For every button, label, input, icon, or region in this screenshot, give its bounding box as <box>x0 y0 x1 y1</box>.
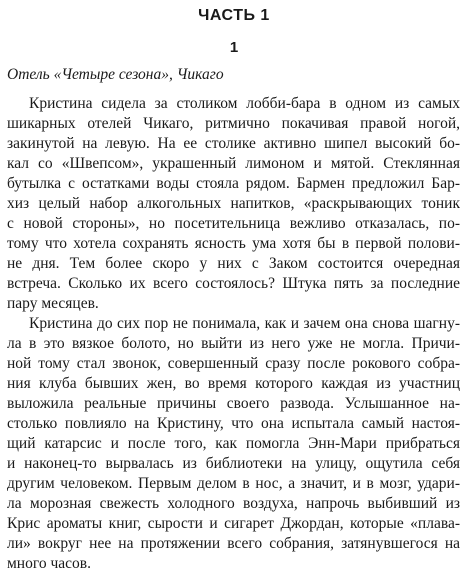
text-line: встреча. Сколько их всего состоялось? Штука пять за последние <box>7 275 460 292</box>
location-line: Отель «Четыре сезона», Чикаго <box>7 66 224 83</box>
text-line: ла в это вязкое болото, но выйти из него уже не могла. Причи- <box>7 335 460 352</box>
text-line: столько повлияло на Кристину, что она испытала самый настоя- <box>7 415 460 432</box>
text-line: ли» вокруг нее на протяжении всего собрания, затянувшегося на <box>7 535 460 552</box>
text-line: щий катарсис и после того, как помогла Энн-Мари прибраться <box>7 435 460 452</box>
text-line: шикарных отелей Чикаго, ритмично покачивая правой ногой, <box>7 115 460 132</box>
text-line: закинутой на левую. На ее столике активно шипел высокий бо- <box>7 135 460 152</box>
text-line: и наконец-то вырвалась из библиотеки на улицу, ощутила себя <box>7 455 460 472</box>
text-line: кал со «Швепсом», украшенный лимоном и мятой. Стеклянная <box>7 155 460 172</box>
text-line: выложила реальные причины своего развода. Услышанное на- <box>7 395 460 412</box>
text-line: Кристина сидела за столиком лобби-бара в одном из самых <box>29 95 460 112</box>
text-line: пару месяцев. <box>7 295 99 312</box>
text-line: ной тому стал звонок, совершенный сразу после рокового собра- <box>7 355 460 372</box>
text-line: хиз целый набор алкогольных напитков, «раскрывающих тоник <box>7 195 460 212</box>
text-line: много часов. <box>7 555 91 572</box>
part-title: ЧАСТЬ 1 <box>198 7 270 24</box>
text-line: Крис ароматы книг, сырости и сигарет Джордан, которые «плава- <box>7 515 460 532</box>
text-line: бутылка с остатками воды стояла рядом. Бармен предложил Бар- <box>7 175 460 192</box>
text-line: с новой стороны», но посетительница вежливо отказалась, по- <box>7 215 460 232</box>
text-line: тому что хотела сохранять ясность ума хотя бы в первой полови- <box>7 235 460 252</box>
body-text <box>7 94 460 574</box>
text-line: другим человеком. Первым делом в нос, а значит, и в мозг, удари- <box>7 475 460 492</box>
text-line: Кристина до сих пор не понимала, как и зачем она снова шагну- <box>29 315 460 332</box>
text-line: ла морозная свежесть холодного воздуха, напрочь выбивший из <box>7 495 460 512</box>
text-line: ния клуба бывших жен, во время которого каждая из участниц <box>7 375 460 392</box>
chapter-number: 1 <box>229 39 239 56</box>
text-line: не дня. Тем более скоро у них с Заком состоится очередная <box>7 255 460 272</box>
